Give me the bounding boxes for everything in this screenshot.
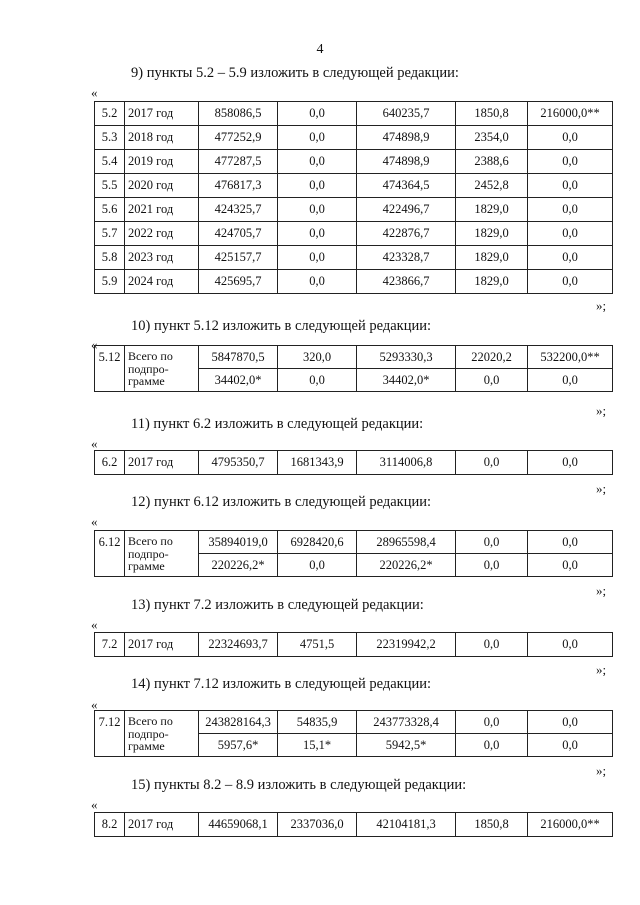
table-row bbox=[95, 174, 613, 198]
cell: 54835,9 bbox=[278, 711, 357, 734]
cell: 34402,0* bbox=[199, 369, 278, 392]
close-quote: »; bbox=[596, 403, 607, 418]
table-row bbox=[95, 711, 613, 734]
close-quote: »; bbox=[596, 763, 607, 778]
cell: 0,0 bbox=[528, 554, 613, 577]
cell: 423328,7 bbox=[357, 246, 456, 270]
table-section-14 bbox=[94, 710, 613, 757]
cell: 422496,7 bbox=[357, 198, 456, 222]
cell: 477252,9 bbox=[199, 126, 278, 150]
cell: 0,0 bbox=[528, 126, 613, 150]
item-number: 5.8 bbox=[95, 246, 125, 270]
cell: 422876,7 bbox=[357, 222, 456, 246]
cell: 0,0 bbox=[278, 174, 357, 198]
item-year: 2017 год bbox=[125, 813, 199, 837]
cell: 0,0 bbox=[278, 246, 357, 270]
cell: 220226,2* bbox=[199, 554, 278, 577]
item-year: 2018 год bbox=[125, 126, 199, 150]
cell: 477287,5 bbox=[199, 150, 278, 174]
close-quote: »; bbox=[596, 662, 607, 677]
table-section-12 bbox=[94, 530, 613, 577]
table-row bbox=[95, 813, 613, 837]
cell: 0,0 bbox=[278, 198, 357, 222]
item-year: 2023 год bbox=[125, 246, 199, 270]
cell: 0,0 bbox=[456, 633, 528, 657]
cell: 5293330,3 bbox=[357, 346, 456, 369]
cell: 42104181,3 bbox=[357, 813, 456, 837]
item-year: 2021 год bbox=[125, 198, 199, 222]
cell: 216000,0** bbox=[528, 102, 613, 126]
cell: 0,0 bbox=[528, 451, 613, 475]
table-section-11 bbox=[94, 450, 613, 475]
cell: 0,0 bbox=[528, 222, 613, 246]
heading-section-13: 13) пункт 7.2 изложить в следующей редакции: bbox=[131, 597, 424, 613]
cell: 22319942,2 bbox=[357, 633, 456, 657]
item-year: 2017 год bbox=[125, 633, 199, 657]
cell: 425695,7 bbox=[199, 270, 278, 294]
item-description: Всего по подпро-грамме bbox=[125, 711, 199, 757]
open-quote: « bbox=[91, 337, 98, 352]
cell: 474898,9 bbox=[357, 150, 456, 174]
cell: 243773328,4 bbox=[357, 711, 456, 734]
open-quote: « bbox=[91, 697, 98, 712]
item-year: 2020 год bbox=[125, 174, 199, 198]
cell: 34402,0* bbox=[357, 369, 456, 392]
cell: 0,0 bbox=[278, 222, 357, 246]
page-number: 4 bbox=[316, 42, 324, 57]
cell: 0,0 bbox=[528, 633, 613, 657]
open-quote: « bbox=[91, 85, 98, 100]
cell: 5847870,5 bbox=[199, 346, 278, 369]
cell: 0,0 bbox=[528, 150, 613, 174]
item-year: 2017 год bbox=[125, 451, 199, 475]
cell: 0,0 bbox=[278, 150, 357, 174]
cell: 0,0 bbox=[456, 711, 528, 734]
item-number: 5.7 bbox=[95, 222, 125, 246]
cell: 28965598,4 bbox=[357, 531, 456, 554]
table-section-15 bbox=[94, 812, 613, 837]
table-row bbox=[95, 246, 613, 270]
table-row bbox=[95, 346, 613, 369]
item-year: 2017 год bbox=[125, 102, 199, 126]
cell: 424325,7 bbox=[199, 198, 278, 222]
item-number: 5.9 bbox=[95, 270, 125, 294]
table-row bbox=[95, 633, 613, 657]
cell: 476817,3 bbox=[199, 174, 278, 198]
table-row bbox=[95, 270, 613, 294]
item-number: 5.12 bbox=[95, 346, 125, 392]
open-quote: « bbox=[91, 436, 98, 451]
cell: 532200,0** bbox=[528, 346, 613, 369]
item-number: 5.2 bbox=[95, 102, 125, 126]
item-number: 7.2 bbox=[95, 633, 125, 657]
cell: 15,1* bbox=[278, 734, 357, 757]
cell: 0,0 bbox=[278, 270, 357, 294]
table-row bbox=[95, 126, 613, 150]
cell: 0,0 bbox=[456, 369, 528, 392]
cell: 1829,0 bbox=[456, 198, 528, 222]
item-number: 6.12 bbox=[95, 531, 125, 577]
table-section-10 bbox=[94, 345, 613, 392]
cell: 6928420,6 bbox=[278, 531, 357, 554]
cell: 5957,6* bbox=[199, 734, 278, 757]
cell: 0,0 bbox=[456, 734, 528, 757]
table-section-13 bbox=[94, 632, 613, 657]
cell: 0,0 bbox=[528, 369, 613, 392]
table-section-9 bbox=[94, 101, 613, 294]
cell: 0,0 bbox=[278, 102, 357, 126]
cell: 216000,0** bbox=[528, 813, 613, 837]
open-quote: « bbox=[91, 514, 98, 529]
heading-section-15: 15) пункты 8.2 – 8.9 изложить в следующей редакции: bbox=[131, 777, 467, 793]
table-row bbox=[95, 451, 613, 475]
table-row bbox=[95, 198, 613, 222]
item-number: 5.4 bbox=[95, 150, 125, 174]
cell: 320,0 bbox=[278, 346, 357, 369]
open-quote: « bbox=[91, 797, 98, 812]
item-number: 8.2 bbox=[95, 813, 125, 837]
item-description: Всего по подпро-грамме bbox=[125, 346, 199, 392]
cell: 0,0 bbox=[278, 126, 357, 150]
cell: 1850,8 bbox=[456, 102, 528, 126]
cell: 424705,7 bbox=[199, 222, 278, 246]
cell: 0,0 bbox=[528, 270, 613, 294]
cell: 4795350,7 bbox=[199, 451, 278, 475]
cell: 1829,0 bbox=[456, 270, 528, 294]
table-row bbox=[95, 150, 613, 174]
cell: 220226,2* bbox=[357, 554, 456, 577]
cell: 5942,5* bbox=[357, 734, 456, 757]
cell: 423866,7 bbox=[357, 270, 456, 294]
cell: 35894019,0 bbox=[199, 531, 278, 554]
item-number: 5.3 bbox=[95, 126, 125, 150]
close-quote: »; bbox=[596, 583, 607, 598]
cell: 858086,5 bbox=[199, 102, 278, 126]
cell: 0,0 bbox=[278, 369, 357, 392]
item-number: 7.12 bbox=[95, 711, 125, 757]
heading-section-14: 14) пункт 7.12 изложить в следующей редакции: bbox=[131, 676, 431, 692]
item-number: 6.2 bbox=[95, 451, 125, 475]
heading-section-9: 9) пункты 5.2 – 5.9 изложить в следующей редакции: bbox=[131, 65, 459, 81]
heading-section-12: 12) пункт 6.12 изложить в следующей редакции: bbox=[131, 494, 431, 510]
cell: 474364,5 bbox=[357, 174, 456, 198]
heading-section-10: 10) пункт 5.12 изложить в следующей редакции: bbox=[131, 318, 431, 334]
table-row bbox=[95, 531, 613, 554]
cell: 3114006,8 bbox=[357, 451, 456, 475]
cell: 1850,8 bbox=[456, 813, 528, 837]
cell: 243828164,3 bbox=[199, 711, 278, 734]
close-quote: »; bbox=[596, 481, 607, 496]
table-row bbox=[95, 102, 613, 126]
cell: 1829,0 bbox=[456, 246, 528, 270]
cell: 0,0 bbox=[528, 711, 613, 734]
cell: 1681343,9 bbox=[278, 451, 357, 475]
cell: 0,0 bbox=[456, 451, 528, 475]
heading-section-11: 11) пункт 6.2 изложить в следующей редакции: bbox=[131, 416, 424, 432]
cell: 2452,8 bbox=[456, 174, 528, 198]
cell: 425157,7 bbox=[199, 246, 278, 270]
cell: 0,0 bbox=[456, 554, 528, 577]
item-description: Всего по подпро-грамме bbox=[125, 531, 199, 577]
item-year: 2022 год bbox=[125, 222, 199, 246]
open-quote: « bbox=[91, 617, 98, 632]
cell: 2388,6 bbox=[456, 150, 528, 174]
cell: 0,0 bbox=[456, 531, 528, 554]
item-number: 5.5 bbox=[95, 174, 125, 198]
cell: 44659068,1 bbox=[199, 813, 278, 837]
table-row bbox=[95, 222, 613, 246]
cell: 2354,0 bbox=[456, 126, 528, 150]
cell: 0,0 bbox=[528, 734, 613, 757]
cell: 0,0 bbox=[528, 246, 613, 270]
item-number: 5.6 bbox=[95, 198, 125, 222]
cell: 4751,5 bbox=[278, 633, 357, 657]
close-quote: »; bbox=[596, 298, 607, 313]
cell: 2337036,0 bbox=[278, 813, 357, 837]
cell: 474898,9 bbox=[357, 126, 456, 150]
item-year: 2019 год bbox=[125, 150, 199, 174]
cell: 0,0 bbox=[528, 174, 613, 198]
cell: 1829,0 bbox=[456, 222, 528, 246]
cell: 640235,7 bbox=[357, 102, 456, 126]
cell: 0,0 bbox=[278, 554, 357, 577]
cell: 0,0 bbox=[528, 198, 613, 222]
item-year: 2024 год bbox=[125, 270, 199, 294]
cell: 22324693,7 bbox=[199, 633, 278, 657]
cell: 22020,2 bbox=[456, 346, 528, 369]
cell: 0,0 bbox=[528, 531, 613, 554]
